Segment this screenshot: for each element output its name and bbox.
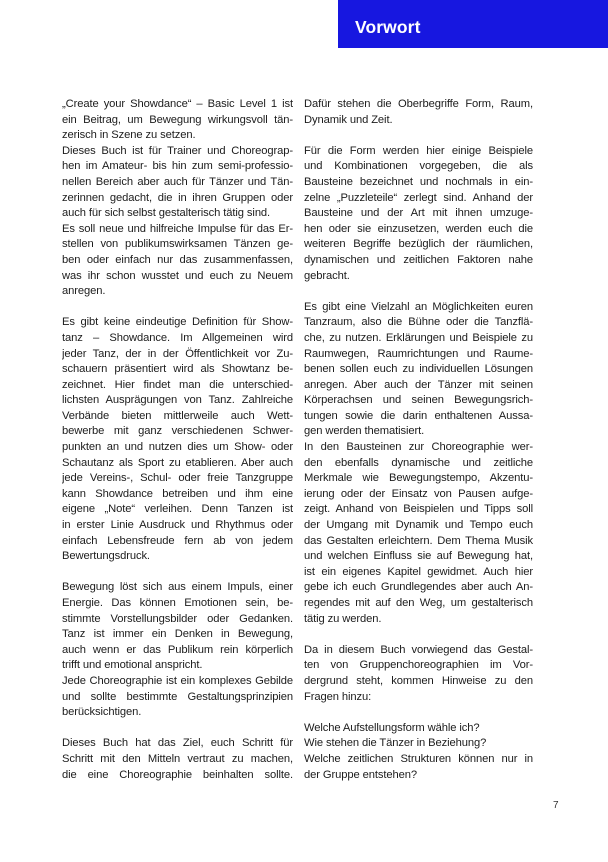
text-line: ten von Gruppenchoreographien im Vor- [304, 659, 533, 672]
text-line: Schautanz als Sport zu etablieren. Aber auch [62, 456, 293, 469]
text-line: Bausteine bezeichnet und nochmals in ein- [304, 175, 533, 188]
text-line: Da in diesem Buch vorwiegend das Gestal- [304, 643, 533, 656]
paragraph [304, 97, 533, 128]
text-line: „Create your Showdance“ – Basic Level 1 ist [62, 98, 293, 110]
paragraph [304, 440, 533, 627]
text-line: zelne „Puzzleteile“ zerlegt sind. Anhand der [304, 191, 533, 204]
text-line: Schritt mit den Mitteln vertraut zu machen, [62, 752, 293, 765]
text-line: Es gibt keine eindeutige Definition für Show- [62, 316, 293, 329]
text-line: weiteren Begriffe bezüglich der räumlichen, [304, 238, 533, 251]
text-line: schauern präsentiert wird als Showtanz be- [62, 363, 293, 376]
chapter-title: Vorwort [355, 17, 421, 37]
text-line: Es gibt eine Vielzahl an Möglichkeiten euren [304, 300, 533, 313]
page-number: 7 [553, 800, 559, 811]
text-line: jede Vereins-, Schul- oder freie Tanzgruppe [62, 472, 293, 485]
text-line: die eine Choreographie beinhalten sollte. [62, 768, 293, 781]
text-line: und sollte bestimmte Gestaltungsprinzipien [62, 690, 293, 703]
text-line: Bewegung löst sich aus einem Impuls, einer [62, 581, 293, 594]
text-line: gebe ich euch Grundlegendes aber auch An- [304, 581, 533, 594]
text-line: eigene „Note“ verleihen. Denn Tanzen ist [62, 503, 293, 516]
text-line: ben oder einfach nur das zusammenfassen, [62, 253, 293, 266]
text-line: Merkmale wie Bewegungstempo, Akzentu- [304, 472, 533, 485]
text-line: Dafür stehen die Oberbegriffe Form, Raum, [304, 98, 533, 110]
text-line: das Gestalten erleichtern. Dem Thema Musik [304, 534, 533, 547]
paragraph [62, 674, 293, 721]
paragraph [304, 300, 533, 440]
text-line: stimmte Vorstellungsbilder oder Gedanken. [62, 612, 293, 625]
paragraph [304, 643, 533, 705]
text-line: hen oder sie einzusetzen, werden euch die [304, 222, 533, 235]
text-line: Für die Form werden hier einige Beispiele [304, 144, 533, 157]
text-line: berücksichtigen. [62, 706, 142, 719]
text-line: und Kombinationen vorgegeben, die als [304, 160, 533, 173]
text-line: nellen Bereich aber auch für Tänzer und Tän- [62, 175, 293, 188]
chapter-header-bar [338, 0, 608, 48]
text-line: In den Bausteinen zur Choreographie wer- [304, 441, 533, 454]
paragraph [62, 580, 293, 674]
text-line: Dieses Buch hat das Ziel, euch Schritt für [62, 737, 293, 750]
text-line: tanz – Showdance. Im Allgemeinen wird [62, 331, 293, 344]
text-line: gebracht. [304, 269, 350, 282]
text-line: zerinnen gedacht, die in ihren Gruppen oder [62, 191, 293, 204]
text-line: auch wenn er das Publikum rein körperlich [62, 643, 293, 656]
paragraph [304, 721, 533, 783]
text-line: ierung oder der Einsatz von Pausen aufge- [304, 487, 533, 500]
text-line: und welchen Einfluss sie auf Bewegung hat, [304, 550, 533, 563]
text-line: Bewertungsdruck. [62, 550, 150, 563]
text-line: stellen von publikumswirksamen Tänzen ge- [62, 238, 293, 251]
text-line: der Gruppe entstehen? [304, 768, 417, 781]
text-line: zeigt. Anhand von Beispielen und Tipps soll [304, 503, 533, 516]
paragraph [62, 97, 293, 144]
text-line: dynamischen und zeitlichen Faktoren nahe [304, 253, 533, 266]
text-line: trifft und emotional anspricht. [62, 659, 203, 672]
paragraph [62, 736, 293, 783]
text-line: den ebenfalls dynamische und zeitliche [304, 456, 533, 469]
text-line: Verbände bieten mittlerweile auch Wett- [62, 409, 293, 422]
right-text-column [304, 97, 533, 783]
text-line: der Umgang mit Dynamik und Tempo euch [304, 519, 533, 532]
text-line: anregen. [62, 285, 106, 298]
text-line: Tanzraum, also die Bühne oder die Tanzflä- [304, 316, 533, 329]
text-line: anregen. Aber auch der Tänzer mit seinen [304, 378, 533, 391]
paragraph [62, 222, 293, 300]
text-line: ist ein eigenes Kapitel gewidmet. Auch hier [304, 565, 533, 578]
text-line: kann Showdance betreiben und ihm eine [62, 487, 293, 500]
text-line: benen sollen euch zu individuellen Lösungen [304, 363, 533, 376]
paragraph [62, 315, 293, 565]
text-line: Körperachsen und seinen Bewegungsrich- [304, 394, 533, 407]
text-line: einfach Lebensfreude fern ab von jedem [62, 534, 293, 547]
text-line: che, zu nutzen. Erklärungen und Beispiele zu [304, 331, 533, 344]
text-line: bewerbe mit ganz verschiedenen Schwer- [62, 425, 293, 438]
text-line: Welche zeitlichen Strukturen können nur in [304, 752, 533, 765]
text-line: hen im Amateur- bis hin zum semi-professio- [62, 160, 293, 173]
text-line: Bausteine und der Art mit ihnen umzuge- [304, 207, 533, 220]
text-line: Tanz ist immer ein Denken in Bewegung, [62, 628, 293, 641]
paragraph [62, 144, 293, 222]
text-line: Raumwegen, Raumrichtungen und Raume- [304, 347, 533, 360]
text-line: Es soll neue und hilfreiche Impulse für das Er- [62, 222, 293, 235]
text-line: regendes mit auf den Weg, um gestalterisch [304, 597, 533, 609]
text-line: punkten an und nutzen dies um Show- oder [62, 441, 293, 454]
text-line: auch für sich selbst gestalterisch tätig sind. [62, 207, 271, 220]
text-line: Jede Choreographie ist ein komplexes Gebilde [62, 674, 293, 687]
left-text-column [62, 97, 293, 783]
text-line: jeder Tanz, der in der Öffentlichkeit vor Zu- [62, 347, 293, 360]
text-line: in erster Linie Ausdruck und Rhythmus oder [62, 519, 293, 532]
text-line: gen werden thematisiert. [304, 425, 425, 438]
text-line: was ihr schon wusstet und euch zu Neuem [62, 269, 293, 282]
paragraph [304, 144, 533, 284]
text-line: zeichnet. Hier findet man die unterschied- [62, 378, 293, 391]
text-line: lichsten Ausprägungen von Tanz. Zahlreiche [62, 394, 293, 407]
text-line: Dynamik und Zeit. [304, 113, 393, 126]
text-line: zerisch in Szene zu setzen. [62, 129, 196, 142]
text-line: ein Beitrag, um Bewegung wirkungsvoll tän- [62, 113, 293, 126]
text-line: dergrund steht, kommen Hinweise zu den [304, 674, 533, 687]
text-line: Wie stehen die Tänzer in Beziehung? [304, 737, 487, 750]
text-line: Welche Aufstellungsform wähle ich? [304, 721, 480, 734]
text-line: Energie. Das können Emotionen sein, be- [62, 597, 293, 609]
text-line: Fragen hinzu: [304, 690, 372, 703]
text-line: tätig zu werden. [304, 612, 382, 625]
text-line: tungen sowie die darin enthaltenen Aussa- [304, 409, 533, 422]
text-line: Dieses Buch ist für Trainer und Choreograp- [62, 144, 293, 157]
